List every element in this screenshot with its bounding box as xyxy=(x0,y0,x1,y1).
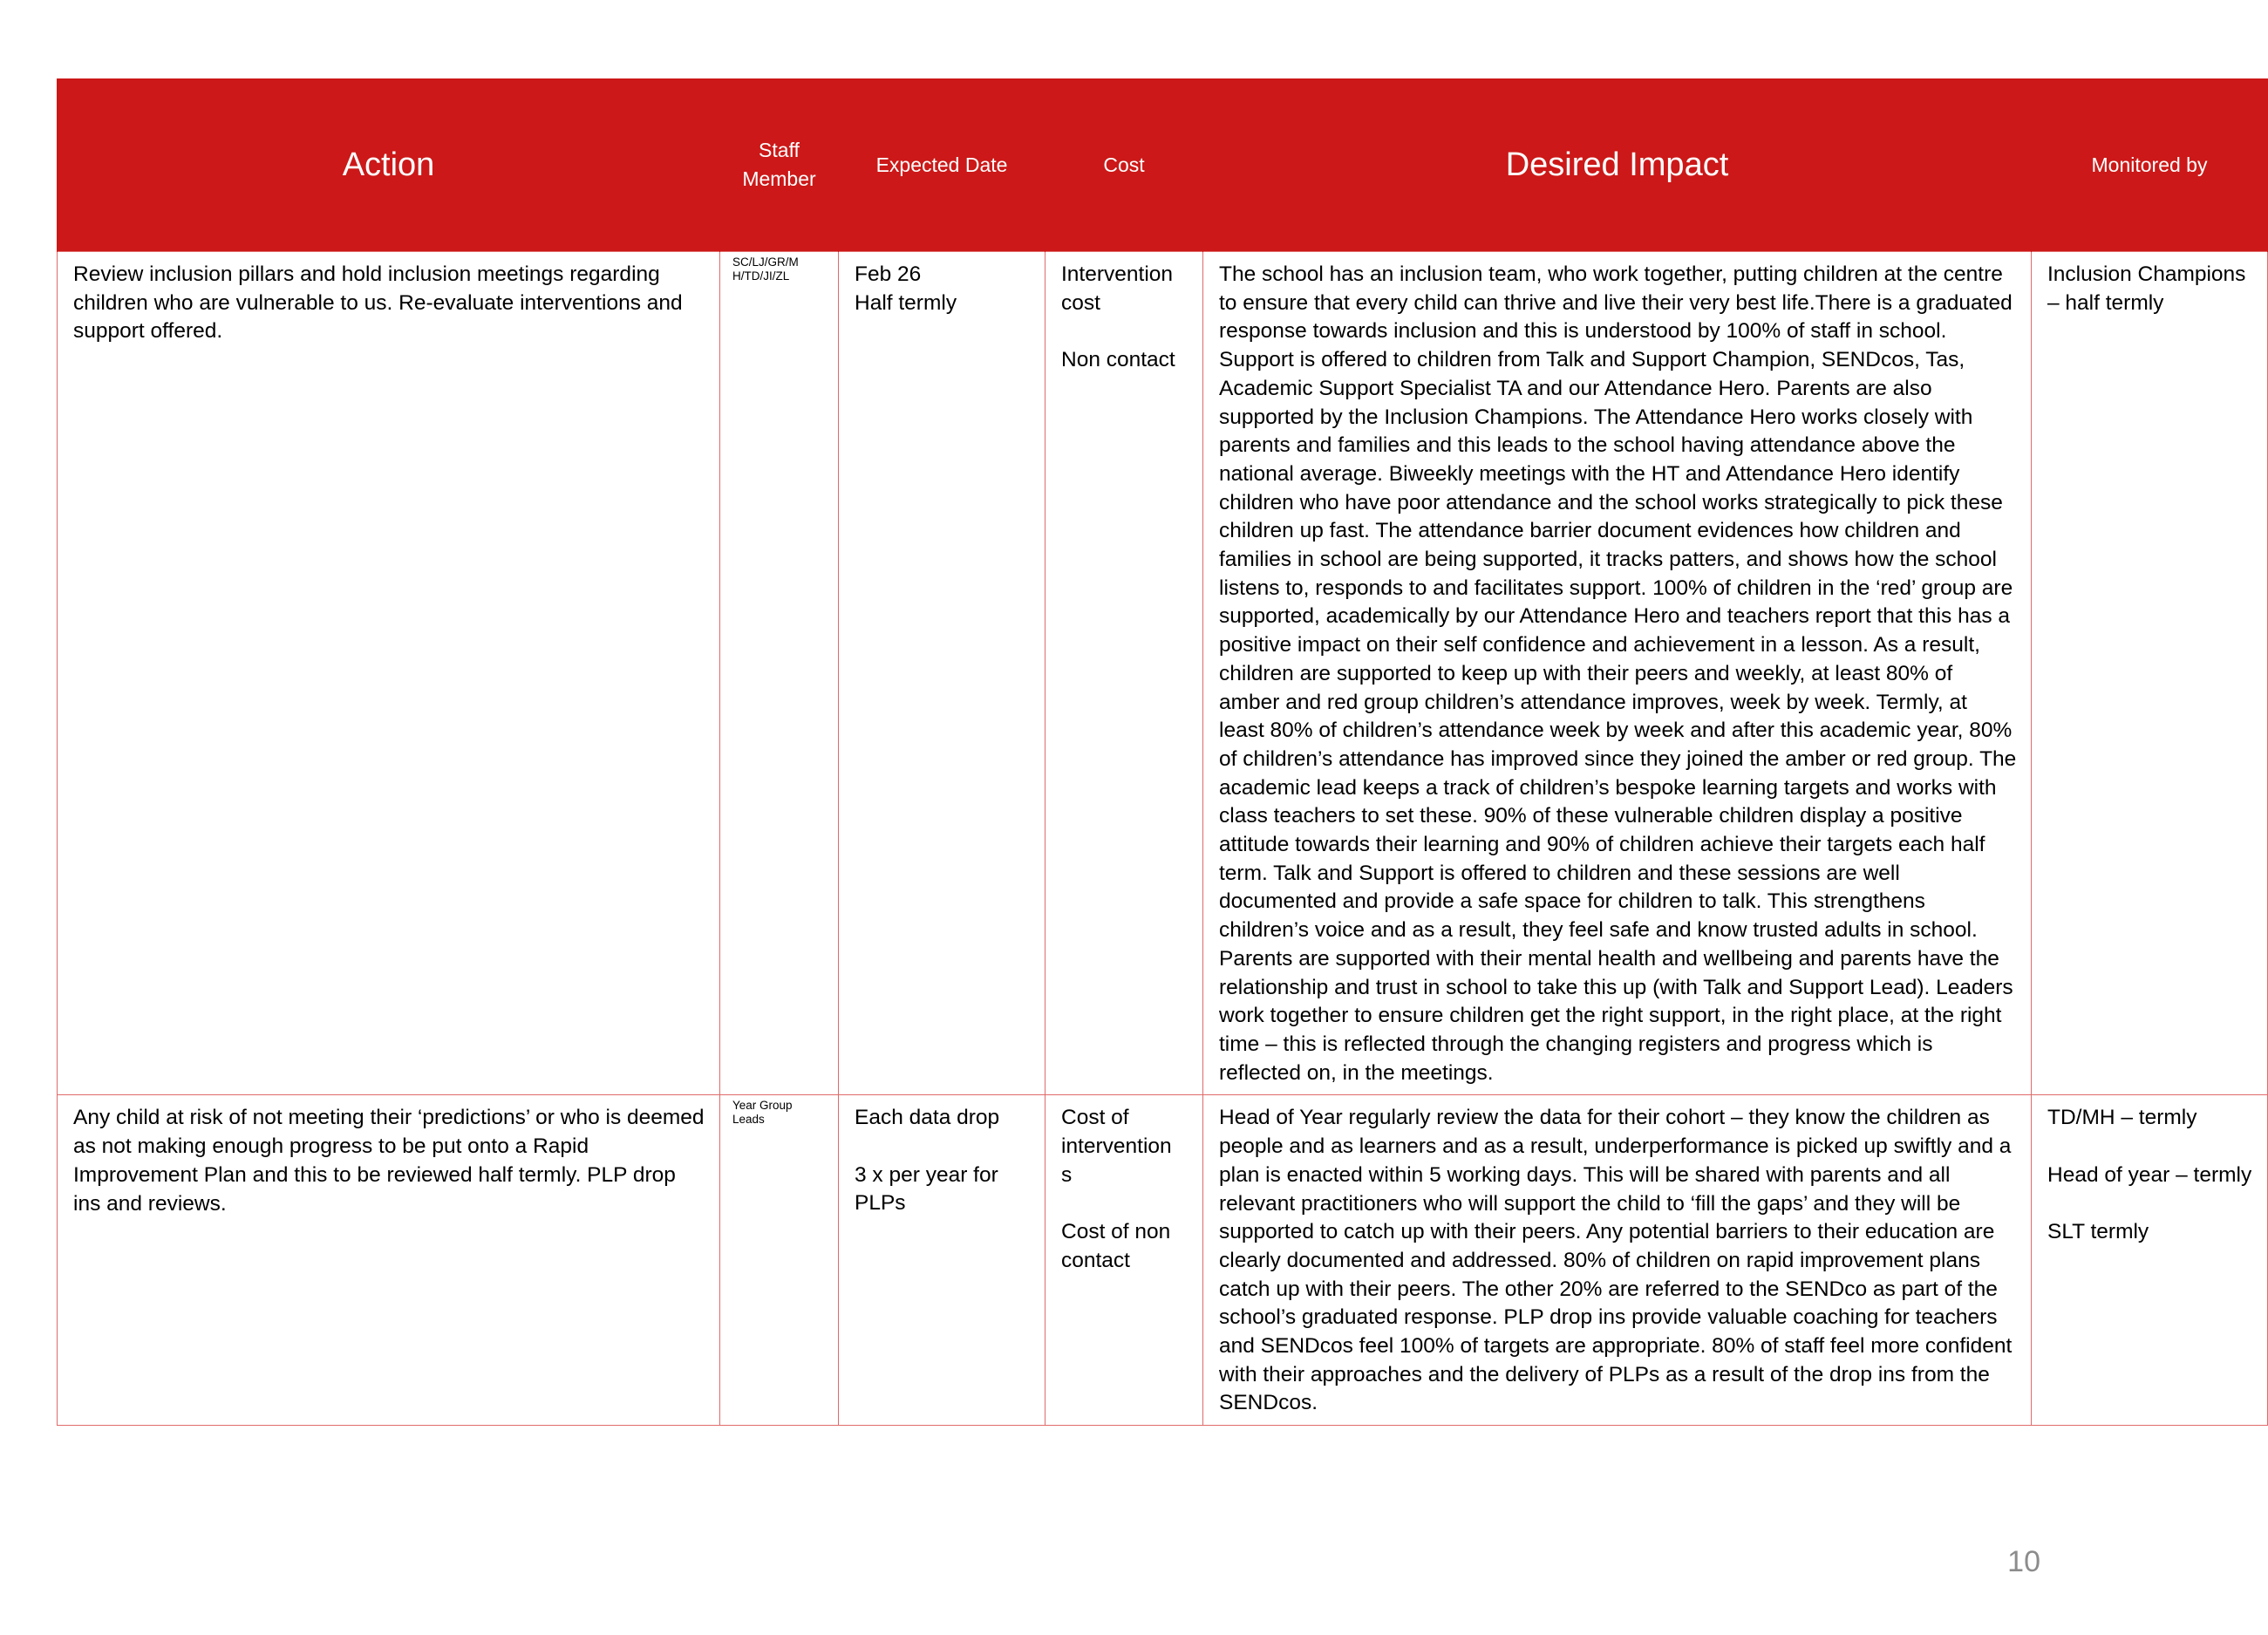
cell-line: s xyxy=(1061,1162,1073,1187)
cell-line: 3 x per year for PLPs xyxy=(855,1162,998,1216)
cell-line: Year Group xyxy=(732,1099,793,1113)
cell-line: Leads xyxy=(732,1113,765,1127)
cell-line: Feb 26 xyxy=(855,262,922,286)
page-number: 10 xyxy=(2007,1545,2040,1578)
header-desired-impact: Desired Impact xyxy=(1203,78,2032,252)
cell-line xyxy=(2047,1133,2253,1162)
cost-cell xyxy=(1045,1095,1203,1426)
cell-line: Intervention cost xyxy=(1061,262,1174,315)
cell-line: Cost of non contact xyxy=(1061,1220,1171,1272)
cost-cell xyxy=(1045,252,1203,1095)
staff-member-cell xyxy=(720,252,839,1095)
header-action: Action xyxy=(58,78,720,252)
cell-line: Head of year – termly xyxy=(2047,1162,2252,1187)
cell-line: SLT termly xyxy=(2047,1220,2149,1244)
cell-line: Staff xyxy=(759,139,800,162)
staff-member-cell xyxy=(720,1095,839,1426)
cell-line: SC/LJ/GR/M xyxy=(732,255,799,269)
action-cell: Review inclusion pillars and hold inclusion meetings regarding children who are vulnerable to us. Re-evaluate interventions and support offered. xyxy=(58,252,720,1095)
cell-line xyxy=(855,1133,1031,1162)
header-row xyxy=(58,78,2268,252)
header-staff-member xyxy=(720,78,839,252)
cell-line: Inclusion Champions – half termly xyxy=(2047,262,2246,315)
cell-line: H/TD/JI/ZL xyxy=(732,269,790,283)
desired-impact-cell: Head of Year regularly review the data for their cohort – they know the children as people and as learners and as a result, underperformance is picked up swiftly and a plan is enacted within 5 working days. This will be shared with parents and all relevant practitioners who will support the child to ‘fill the gaps’ and they will be supported to catch up with their peers. Any potential barriers to their education are clearly documented and addressed. 80% of children on rapid improvement plans catch up with their peers. The other 20% are referred to the SENDco as part of the school’s graduated response. PLP drop ins provide valuable coaching for teachers and SENDcos feel 100% of targets are appropriate. 80% of staff feel more confident with their approaches and the delivery of PLPs as a result of the drop ins from the SENDcos. xyxy=(1203,1095,2032,1426)
header-expected-date: Expected Date xyxy=(839,78,1045,252)
cell-line xyxy=(1061,1190,1188,1219)
desired-impact-cell: The school has an inclusion team, who work together, putting children at the centre to ensure that every child can thrive and live their very best life.There is a graduated response towards inclusion and this is understood by 100% of staff in school. Support is offered to children from Talk and Support Champion, SENDcos, Tas, Academic Support Specialist TA and our Attendance Hero. Parents are also supported by the Inclusion Champions. The Attendance Hero works closely with parents and families and this leads to the school having attendance above the national average. Biweekly meetings with the HT and Attendance Hero identify children who have poor attendance and the school works strategically to pick these children up fast. The attendance barrier document evidences how children and families in school are being supported, it tracks patters, and shows how the school listens to, responds to and facilitates support. 100% of children in the ‘red’ group are supported, academically by our Attendance Hero and teachers report that this has a positive impact on their self confidence and achievement in a lesson. As a result, children are supported to keep up with their peers and weekly, at least 80% of amber and red group children’s attendance improves, week by week. Termly, at least 80% of children’s attendance week by week and after this academic year, 80% of children’s attendance has improved since they joined the amber or red group. The academic lead keeps a track of children’s bespoke learning targets and works with class teachers to set these. 90% of these vulnerable children display a positive attitude towards their learning and 90% of children achieve their targets each half term. Talk and Support is offered to children and these sessions are well documented and provide a safe space for children to talk. This strengthens children’s voice and as a result, they feel safe and know trusted adults in school. Parents are supported with their mental health and wellbeing and parents have the relationship and trust in school to take this up (with Talk and Support Lead). Leaders work together to ensure children get the right support, in the right place, at the right time – this is reflected through the changing registers and progress which is reflected on, in the meetings. xyxy=(1203,252,2032,1095)
cell-line: Each data drop xyxy=(855,1106,1000,1130)
header-cost: Cost xyxy=(1045,78,1203,252)
cell-line: Half termly xyxy=(855,290,957,315)
expected-date-cell xyxy=(839,252,1045,1095)
header-monitored-by: Monitored by xyxy=(2032,78,2268,252)
table-row xyxy=(58,252,2268,1095)
table-row xyxy=(58,1095,2268,1426)
action-plan-table xyxy=(57,78,2268,1426)
action-cell: Any child at risk of not meeting their ‘predictions’ or who is deemed as not making enough progress to be put onto a Rapid Improvement Plan and this to be reviewed half termly. PLP drop ins and reviews. xyxy=(58,1095,720,1426)
monitored-by-cell xyxy=(2032,1095,2268,1426)
cell-line: TD/MH – termly xyxy=(2047,1106,2197,1130)
cell-line xyxy=(1061,317,1188,346)
cell-line xyxy=(2047,1189,2253,1218)
cell-line: Cost of intervention xyxy=(1061,1106,1172,1159)
cell-line: Member xyxy=(742,167,816,190)
cell-line: Non contact xyxy=(1061,348,1175,372)
expected-date-cell xyxy=(839,1095,1045,1426)
monitored-by-cell xyxy=(2032,252,2268,1095)
